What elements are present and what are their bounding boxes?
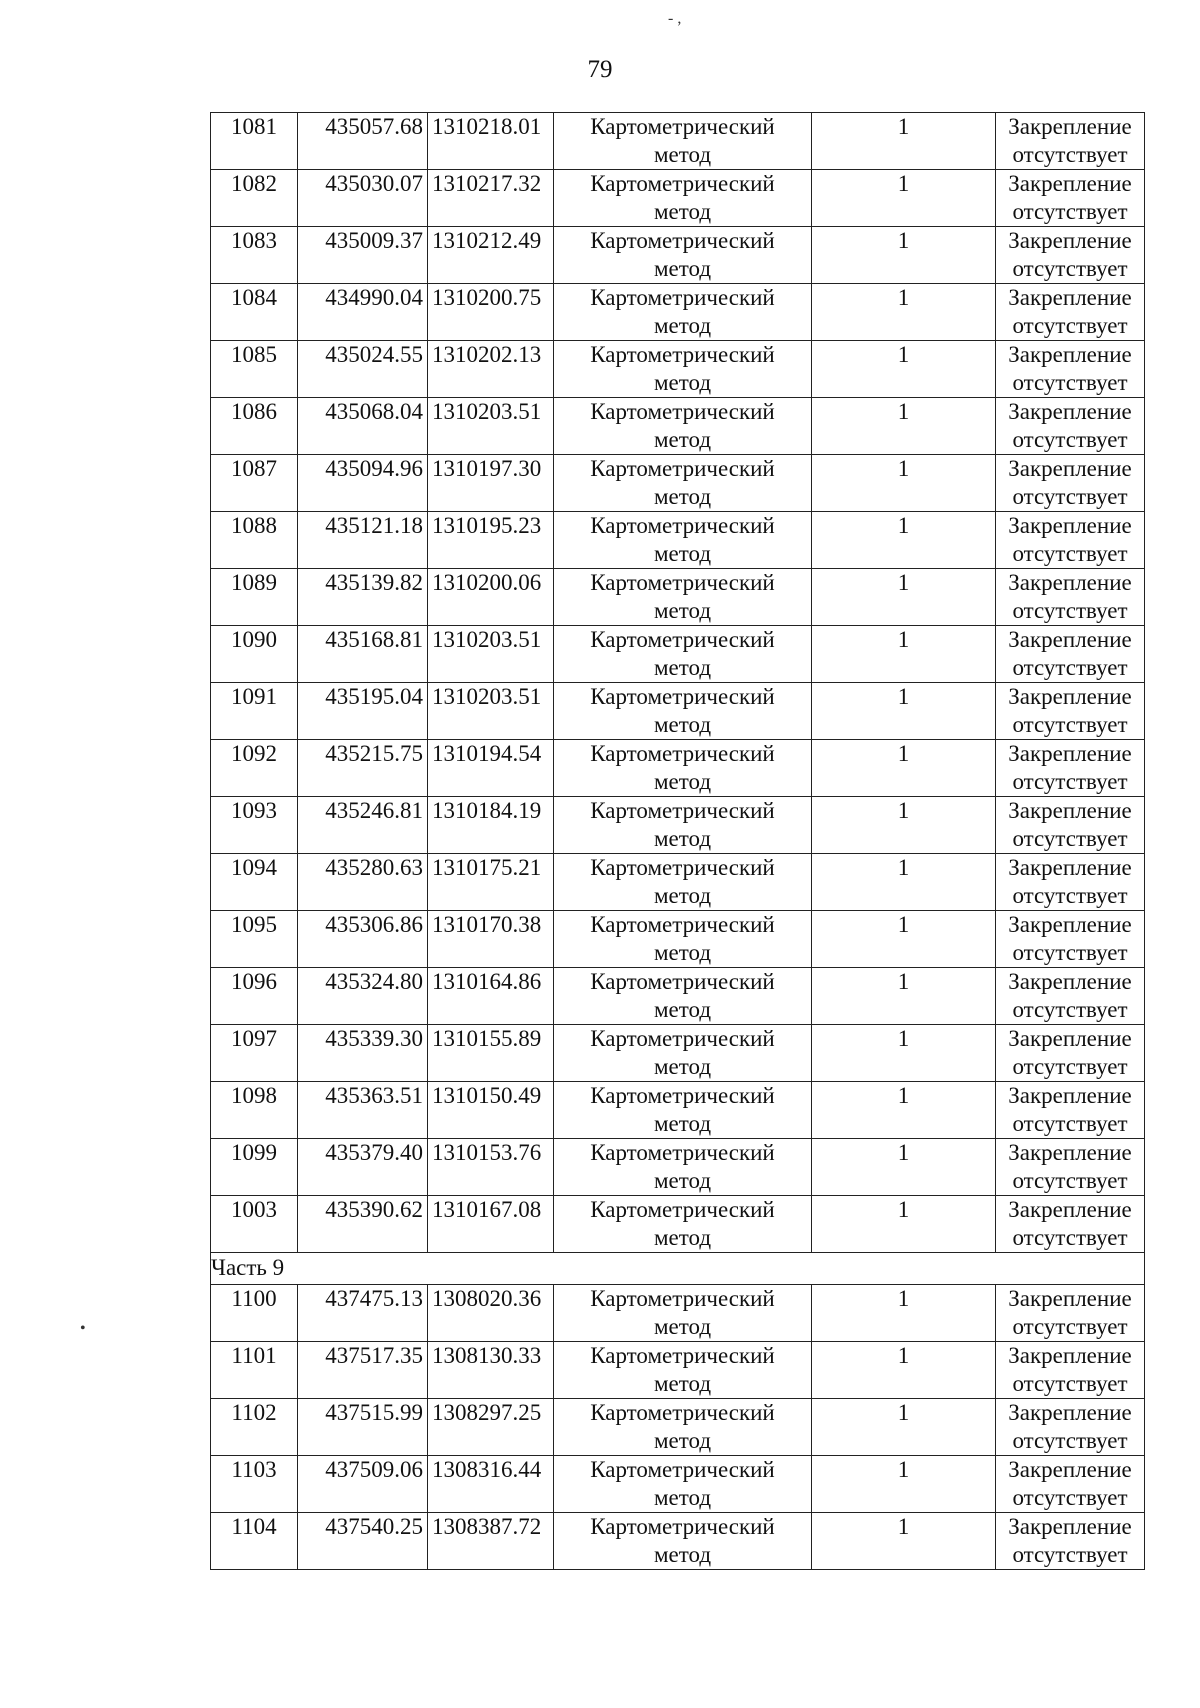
fixing-cell [996,1082,1145,1139]
coordinates-table-container [210,112,1144,1570]
coord-x: 435068.04 [298,398,428,455]
fixing-line1: Закрепление [1008,855,1132,880]
coord-y: 1308130.33 [428,1342,554,1399]
fixing-cell [996,1285,1145,1342]
method-line2: метод [653,1428,712,1453]
method-line2: метод [653,940,712,965]
method-line2: метод [653,1371,712,1396]
point-id: 1090 [211,626,298,683]
coord-x: 437475.13 [298,1285,428,1342]
section-label: Часть 9 [211,1253,1145,1285]
precision: 1 [812,1139,996,1196]
coord-y: 1310212.49 [428,227,554,284]
table-row [211,455,1145,512]
point-id: 1097 [211,1025,298,1082]
fixing-line2: отсутствует [1012,712,1128,737]
point-id: 1092 [211,740,298,797]
coord-x: 435057.68 [298,113,428,170]
fixing-line1: Закрепление [1008,456,1132,481]
method-line1: Картометрический [590,969,775,994]
coord-x: 437515.99 [298,1399,428,1456]
coord-y: 1308297.25 [428,1399,554,1456]
coord-y: 1310200.06 [428,569,554,626]
table-row [211,911,1145,968]
coord-x: 437540.25 [298,1513,428,1570]
fixing-line1: Закрепление [1008,342,1132,367]
coord-y: 1310153.76 [428,1139,554,1196]
method-line1: Картометрический [590,228,775,253]
fixing-cell [996,227,1145,284]
coord-x: 435306.86 [298,911,428,968]
point-id: 1098 [211,1082,298,1139]
point-id: 1084 [211,284,298,341]
fixing-line1: Закрепление [1008,627,1132,652]
fixing-line2: отсутствует [1012,598,1128,623]
method-cell [554,227,812,284]
fixing-cell [996,170,1145,227]
method-cell [554,1456,812,1513]
coord-y: 1310195.23 [428,512,554,569]
table-row [211,284,1145,341]
method-line2: метод [653,1314,712,1339]
section-header [211,1253,1145,1285]
method-line1: Картометрический [590,1343,775,1368]
coord-x: 435195.04 [298,683,428,740]
coord-x: 437517.35 [298,1342,428,1399]
point-id: 1096 [211,968,298,1025]
part-b-rows [211,1285,1145,1570]
method-line1: Картометрический [590,456,775,481]
table-row [211,341,1145,398]
method-cell [554,512,812,569]
fixing-line2: отсутствует [1012,199,1128,224]
fixing-line2: отсутствует [1012,883,1128,908]
coord-y: 1308020.36 [428,1285,554,1342]
method-line2: метод [653,883,712,908]
method-cell [554,968,812,1025]
method-cell [554,569,812,626]
fixing-line1: Закрепление [1008,285,1132,310]
fixing-cell [996,398,1145,455]
method-cell [554,911,812,968]
table-row [211,170,1145,227]
method-cell [554,740,812,797]
fixing-line1: Закрепление [1008,684,1132,709]
method-line2: метод [653,1111,712,1136]
fixing-cell [996,683,1145,740]
method-line1: Картометрический [590,114,775,139]
method-line2: метод [653,826,712,851]
fixing-line2: отсутствует [1012,1225,1128,1250]
fixing-cell [996,968,1145,1025]
coord-y: 1310194.54 [428,740,554,797]
fixing-line2: отсутствует [1012,1428,1128,1453]
table-row [211,626,1145,683]
method-line2: метод [653,199,712,224]
precision: 1 [812,797,996,854]
coord-y: 1310203.51 [428,626,554,683]
scan-artifact-mark: - , [668,10,682,27]
point-id: 1087 [211,455,298,512]
fixing-line2: отсутствует [1012,655,1128,680]
fixing-line2: отсутствует [1012,997,1128,1022]
coord-y: 1310164.86 [428,968,554,1025]
coord-y: 1310203.51 [428,683,554,740]
method-line1: Картометрический [590,1083,775,1108]
fixing-line2: отсутствует [1012,256,1128,281]
coord-x: 434990.04 [298,284,428,341]
coord-y: 1310218.01 [428,113,554,170]
coord-x: 435024.55 [298,341,428,398]
method-line1: Картометрический [590,912,775,937]
fixing-cell [996,1196,1145,1253]
point-id: 1003 [211,1196,298,1253]
fixing-line2: отсутствует [1012,1168,1128,1193]
method-cell [554,1285,812,1342]
point-id: 1091 [211,683,298,740]
coord-x: 435030.07 [298,170,428,227]
method-line2: метод [653,484,712,509]
method-line2: метод [653,769,712,794]
coord-y: 1310197.30 [428,455,554,512]
method-line1: Картометрический [590,741,775,766]
coord-y: 1310200.75 [428,284,554,341]
fixing-line1: Закрепление [1008,912,1132,937]
coord-x: 435168.81 [298,626,428,683]
method-line1: Картометрический [590,1514,775,1539]
point-id: 1099 [211,1139,298,1196]
table-row [211,1513,1145,1570]
method-line2: метод [653,997,712,1022]
precision: 1 [812,740,996,797]
point-id: 1093 [211,797,298,854]
fixing-line1: Закрепление [1008,798,1132,823]
fixing-cell [996,1456,1145,1513]
table-row [211,854,1145,911]
fixing-line1: Закрепление [1008,1083,1132,1108]
method-line2: метод [653,655,712,680]
fixing-cell [996,626,1145,683]
fixing-line1: Закрепление [1008,1286,1132,1311]
coord-y: 1308387.72 [428,1513,554,1570]
method-cell [554,170,812,227]
method-cell [554,683,812,740]
method-line2: метод [653,1054,712,1079]
precision: 1 [812,1342,996,1399]
point-id: 1081 [211,113,298,170]
fixing-cell [996,911,1145,968]
fixing-cell [996,1399,1145,1456]
fixing-line1: Закрепление [1008,114,1132,139]
method-line2: метод [653,313,712,338]
precision: 1 [812,968,996,1025]
method-line2: метод [653,598,712,623]
precision: 1 [812,1456,996,1513]
method-line1: Картометрический [590,1026,775,1051]
part-a-rows [211,113,1145,1253]
method-cell [554,1082,812,1139]
fixing-line2: отсутствует [1012,1111,1128,1136]
scan-artifact-dot: • [80,1320,86,1337]
point-id: 1085 [211,341,298,398]
precision: 1 [812,1399,996,1456]
precision: 1 [812,1513,996,1570]
fixing-cell [996,284,1145,341]
precision: 1 [812,284,996,341]
fixing-line1: Закрепление [1008,1343,1132,1368]
fixing-line1: Закрепление [1008,171,1132,196]
fixing-line1: Закрепление [1008,513,1132,538]
page-number: 79 [587,56,613,83]
method-cell [554,797,812,854]
method-cell [554,1399,812,1456]
coord-x: 435246.81 [298,797,428,854]
method-line1: Картометрический [590,513,775,538]
coord-x: 435139.82 [298,569,428,626]
table-row [211,398,1145,455]
point-id: 1095 [211,911,298,968]
table-row [211,1025,1145,1082]
fixing-cell [996,797,1145,854]
method-line1: Картометрический [590,627,775,652]
coord-y: 1310170.38 [428,911,554,968]
fixing-line2: отсутствует [1012,313,1128,338]
point-id: 1094 [211,854,298,911]
table-row [211,740,1145,797]
method-cell [554,626,812,683]
precision: 1 [812,1285,996,1342]
method-cell [554,1342,812,1399]
method-line1: Картометрический [590,684,775,709]
fixing-line1: Закрепление [1008,1514,1132,1539]
fixing-cell [996,1342,1145,1399]
table-row [211,113,1145,170]
coord-x: 435094.96 [298,455,428,512]
method-cell [554,1513,812,1570]
fixing-line2: отсутствует [1012,1542,1128,1567]
method-line1: Картометрический [590,171,775,196]
fixing-line1: Закрепление [1008,1400,1132,1425]
point-id: 1102 [211,1399,298,1456]
fixing-cell [996,341,1145,398]
coord-x: 435390.62 [298,1196,428,1253]
fixing-cell [996,1139,1145,1196]
point-id: 1101 [211,1342,298,1399]
method-line2: метод [653,1485,712,1510]
coord-y: 1310203.51 [428,398,554,455]
fixing-cell [996,1025,1145,1082]
table-row [211,569,1145,626]
point-id: 1103 [211,1456,298,1513]
method-line2: метод [653,427,712,452]
point-id: 1100 [211,1285,298,1342]
fixing-line1: Закрепление [1008,1140,1132,1165]
table-row [211,1082,1145,1139]
precision: 1 [812,1082,996,1139]
point-id: 1083 [211,227,298,284]
method-cell [554,284,812,341]
coord-y: 1308316.44 [428,1456,554,1513]
fixing-line2: отсутствует [1012,427,1128,452]
fixing-cell [996,1513,1145,1570]
coord-x: 435379.40 [298,1139,428,1196]
precision: 1 [812,341,996,398]
table-row [211,968,1145,1025]
method-line2: метод [653,712,712,737]
fixing-cell [996,854,1145,911]
precision: 1 [812,1196,996,1253]
method-cell [554,854,812,911]
fixing-line2: отсутствует [1012,541,1128,566]
method-line1: Картометрический [590,798,775,823]
table-row [211,512,1145,569]
coord-x: 435280.63 [298,854,428,911]
method-line1: Картометрический [590,1140,775,1165]
coord-x: 435009.37 [298,227,428,284]
fixing-line2: отсутствует [1012,142,1128,167]
precision: 1 [812,170,996,227]
coord-y: 1310217.32 [428,170,554,227]
method-line1: Картометрический [590,399,775,424]
method-line1: Картометрический [590,342,775,367]
method-cell [554,1025,812,1082]
fixing-line2: отсутствует [1012,370,1128,395]
coord-y: 1310167.08 [428,1196,554,1253]
table-row [211,227,1145,284]
table-row [211,797,1145,854]
fixing-line1: Закрепление [1008,1197,1132,1222]
fixing-cell [996,113,1145,170]
table-row [211,1456,1145,1513]
method-cell [554,1139,812,1196]
precision: 1 [812,569,996,626]
method-cell [554,398,812,455]
method-cell [554,341,812,398]
method-line2: метод [653,1542,712,1567]
precision: 1 [812,113,996,170]
point-id: 1082 [211,170,298,227]
precision: 1 [812,911,996,968]
fixing-line2: отсутствует [1012,1371,1128,1396]
coord-y: 1310155.89 [428,1025,554,1082]
method-line2: метод [653,541,712,566]
table-row [211,1342,1145,1399]
point-id: 1088 [211,512,298,569]
table-row [211,1196,1145,1253]
fixing-line1: Закрепление [1008,1457,1132,1482]
method-cell [554,1196,812,1253]
precision: 1 [812,227,996,284]
fixing-line2: отсутствует [1012,940,1128,965]
fixing-cell [996,455,1145,512]
method-line2: метод [653,1225,712,1250]
fixing-line1: Закрепление [1008,969,1132,994]
point-id: 1089 [211,569,298,626]
method-line1: Картометрический [590,1197,775,1222]
coord-x: 437509.06 [298,1456,428,1513]
fixing-line1: Закрепление [1008,228,1132,253]
table-row [211,683,1145,740]
fixing-line2: отсутствует [1012,1485,1128,1510]
coord-x: 435339.30 [298,1025,428,1082]
fixing-line1: Закрепление [1008,1026,1132,1051]
coord-x: 435121.18 [298,512,428,569]
fixing-line2: отсутствует [1012,1054,1128,1079]
fixing-cell [996,569,1145,626]
method-line1: Картометрический [590,855,775,880]
point-id: 1086 [211,398,298,455]
precision: 1 [812,626,996,683]
coord-y: 1310150.49 [428,1082,554,1139]
fixing-line2: отсутствует [1012,769,1128,794]
precision: 1 [812,512,996,569]
fixing-line2: отсутствует [1012,826,1128,851]
section-row [211,1253,1145,1285]
method-line1: Картометрический [590,1400,775,1425]
fixing-line2: отсутствует [1012,1314,1128,1339]
coord-y: 1310175.21 [428,854,554,911]
fixing-line1: Закрепление [1008,570,1132,595]
coord-x: 435324.80 [298,968,428,1025]
fixing-cell [996,512,1145,569]
method-line2: метод [653,142,712,167]
precision: 1 [812,854,996,911]
fixing-line1: Закрепление [1008,399,1132,424]
precision: 1 [812,683,996,740]
table-row [211,1399,1145,1456]
coordinates-table [210,112,1145,1570]
precision: 1 [812,455,996,512]
fixing-line2: отсутствует [1012,484,1128,509]
method-line2: метод [653,256,712,281]
coord-y: 1310184.19 [428,797,554,854]
method-line1: Картометрический [590,570,775,595]
fixing-cell [996,740,1145,797]
table-row [211,1139,1145,1196]
method-line1: Картометрический [590,1286,775,1311]
coord-x: 435215.75 [298,740,428,797]
point-id: 1104 [211,1513,298,1570]
method-line2: метод [653,1168,712,1193]
method-line1: Картометрический [590,285,775,310]
fixing-line1: Закрепление [1008,741,1132,766]
method-cell [554,455,812,512]
coord-x: 435363.51 [298,1082,428,1139]
table-row [211,1285,1145,1342]
precision: 1 [812,398,996,455]
coord-y: 1310202.13 [428,341,554,398]
method-cell [554,113,812,170]
method-line2: метод [653,370,712,395]
method-line1: Картометрический [590,1457,775,1482]
precision: 1 [812,1025,996,1082]
